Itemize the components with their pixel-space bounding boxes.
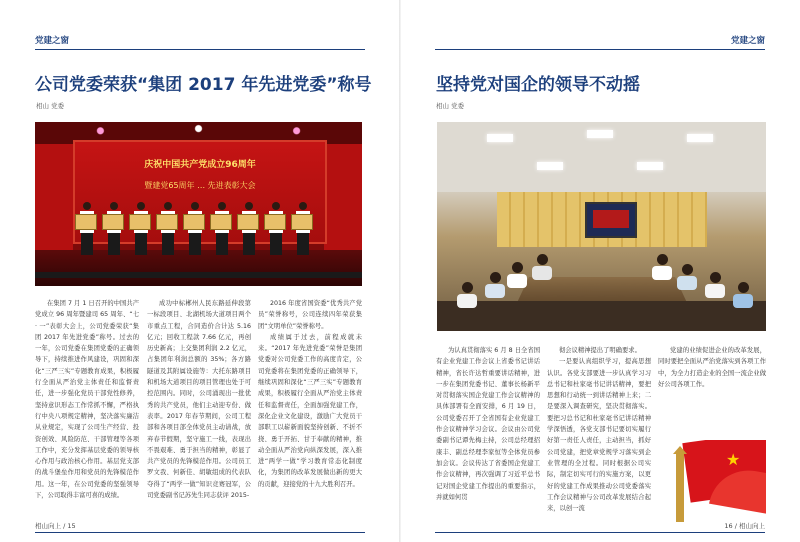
award-certificate bbox=[102, 214, 124, 230]
stage-edge bbox=[35, 272, 362, 278]
footer-rule bbox=[435, 532, 765, 533]
article-byline: 相山 党委 bbox=[436, 102, 465, 110]
ceiling-light bbox=[487, 134, 513, 142]
header-rule bbox=[35, 49, 365, 50]
body-paragraph: 一是要认真组织学习，提高思想认识。各党支部要进一步认真学习习总书记和杜家毫书记讲话精神，要把思想和行动统一到讲话精神上来；二是要深入调查研究，坚决贯彻落实。要把习总书记和杜家毫书记讲话精神学深悟透，各党支部书记要切实履行好第一责任人责任，主动担当，抓好公司党建，把党章党规学习落实到企业管理的全过程。同时根据公司实际，制定切实可行的实施方案，以更好的党建工作成果推动公司党委落实工作会议精神与公司改革发展结合起来，以创一流 bbox=[547, 358, 651, 513]
body-paragraph: 成功中标郴州人民东路延伸段第一标段项目、北湖机场大道项目两个市重点工程，合同造价合计达 5.16 亿元；回收工程款 7.66 亿元，再创历史新高；上交集团利润 2.2 亿元，占集团年利润总额的 35%；各方路隧道及其附属设施等：大托东路项目和机场大道项目的项目管理也处于可控范围内。同时，公司涌现出一批优秀的共产党员，他们主动迎专份、做表率。2017 年春节期间，公司工程部和各项目部全体党员主动请战，放弃春节假期，坚守施工一线，表现出不畏艰难、勇于担当的精神，彰显了共产党员的先锋模范作用。公司员工罗文我、何新佳、胡敏组成的代表队夺得了“两学一做”知识竞赛冠军，公司党委副书记苏先生同志获评 2015- bbox=[147, 300, 251, 500]
party-flag-graphic bbox=[666, 440, 766, 523]
award-recipient bbox=[269, 202, 283, 258]
award-ceremony-photo bbox=[35, 122, 362, 286]
presentation-screen bbox=[585, 202, 637, 238]
body-paragraph: 成绩属于过去，前程成就未来。“2017 年先进党委”荣誉是集团党委对公司党委工作的高度肯定，公司党委将在集团党委的正确领导下，继续巩固和深化“三严三实”专题教育成果，积极履行全面从严治党主体责任和监督责任，全面加强党建工作，深化企业文化建设，激励广大党员干部职工以崭新面貌坚持创新、不折不挠、勇于开拓、甘于奉献的精神，推动全面从严治党向纵深发展，深入推进“两学一做”学习教育常态化制度化，为集团的改革发展做出新的更大的贡献，迎接党的十九大胜利召开。 bbox=[258, 333, 362, 488]
award-recipient bbox=[188, 202, 202, 258]
ceiling-light bbox=[587, 130, 613, 138]
body-column-2 bbox=[547, 345, 651, 530]
article-byline: 相山 党委 bbox=[36, 102, 65, 110]
meeting-room-photo bbox=[437, 122, 766, 331]
backdrop-banner-main: 庆祝中国共产党成立96周年 bbox=[144, 160, 256, 170]
floor bbox=[437, 301, 766, 331]
award-recipient bbox=[242, 202, 256, 258]
award-certificate bbox=[237, 214, 259, 230]
meeting-attendee bbox=[485, 272, 505, 296]
section-tag: 党建之窗 bbox=[730, 36, 765, 46]
page-footer: 相山向上 / 15 bbox=[35, 522, 76, 530]
article-title: 公司党委荣获“集团 2017 年先进党委”称号 bbox=[35, 75, 372, 95]
meeting-attendee bbox=[457, 282, 477, 306]
header-rule bbox=[435, 49, 765, 50]
meeting-attendee bbox=[733, 282, 753, 306]
award-recipient bbox=[161, 202, 175, 258]
body-column-3 bbox=[258, 298, 362, 528]
award-certificate bbox=[129, 214, 151, 230]
award-certificate bbox=[75, 214, 97, 230]
meeting-attendee bbox=[705, 272, 725, 296]
body-paragraph: 彻会议精神提出了明确要求。 bbox=[559, 347, 641, 354]
backdrop-banner-sub: 暨建党65周年 … 先进表彰大会 bbox=[144, 181, 256, 190]
body-column-3: 党建的业绩促进企业的改革发展，同时要把全面从严治党落实到各项工作中，为全力打造企业的全国一流企业做好公司各项工作。 bbox=[658, 347, 766, 388]
award-certificate bbox=[156, 214, 178, 230]
ceiling-light bbox=[687, 134, 713, 142]
award-certificate bbox=[210, 214, 232, 230]
award-recipient bbox=[296, 202, 310, 258]
award-recipient bbox=[80, 202, 94, 258]
body-column-1: 为认真贯彻落实 6 月 8 日全省国有企业党建工作会议上省委书记讲话精神，省长许达哲重要讲话精神，进一步在集团党委书记、董事长杨新平对贯彻落实国企党建工作会议精神的具体部署有全面安排，6 月 19 日，公司党委召开了全省国有企业党建工作会议精神学习会议。会议由公司党委副书记谭先梅主持，公司总经理招康丰、副总经理李家恒等全体党员参加会议。会议传达了省委国企党建工作会议精神，再次强调了习近平总书记对国企党建工作提出的重要指示，并就如何贯 bbox=[436, 347, 540, 501]
meeting-attendee bbox=[677, 264, 697, 288]
ceiling-light bbox=[637, 162, 663, 170]
meeting-attendee bbox=[652, 254, 672, 278]
section-tag: 党建之窗 bbox=[35, 36, 70, 46]
ceiling-light bbox=[537, 162, 563, 170]
monument-icon bbox=[676, 452, 684, 522]
meeting-attendee bbox=[532, 254, 552, 278]
meeting-attendee bbox=[507, 262, 527, 286]
award-recipient bbox=[134, 202, 148, 258]
body-column-1: 在集团 7 月 1 日召开的中国共产党成立 96 周年暨建司 65 周年、“七 · 一”表彰大会上，公司党委荣获“集团 2017 年先进党委”称号。过去的一年，公司党委在集团党委的正确领导下，持续推进作风建设，巩固和深化“三严三实”专题教育成果，积极履行全面从严治党主体责任和监督责任，进一步强化党员干部党性修养，坚持意识形态工作常抓不懈，严格执行中央八项规定精神，坚决落实廉洁从业规定，实现了公司生产经营、投资创效、风险防范、干部管理等各项工作中，充分发挥基层党委的领导核心作用与政治核心作用。基层党支部的战斗堡垒作用和党员的先锋模范作用。这一年，在公司党委的坚强领导下，公司取得丰富可喜的成绩。 bbox=[35, 300, 139, 500]
page-footer: 16 / 相山向上 bbox=[724, 522, 765, 530]
right-page bbox=[400, 0, 800, 542]
award-certificate bbox=[264, 214, 286, 230]
award-recipient bbox=[215, 202, 229, 258]
award-certificate bbox=[183, 214, 205, 230]
article-title: 坚持党对国企的领导不动摇 bbox=[436, 75, 640, 95]
star-icon: ★ bbox=[726, 450, 741, 469]
body-column-2 bbox=[147, 298, 251, 528]
body-paragraph: 2016 年度省国资委“优秀共产党员”荣誉称号，公司连续四年荣获集团“文明单位”荣誉称号。 bbox=[258, 300, 362, 330]
award-recipient bbox=[107, 202, 121, 258]
award-certificate bbox=[291, 214, 313, 230]
footer-rule bbox=[35, 532, 365, 533]
